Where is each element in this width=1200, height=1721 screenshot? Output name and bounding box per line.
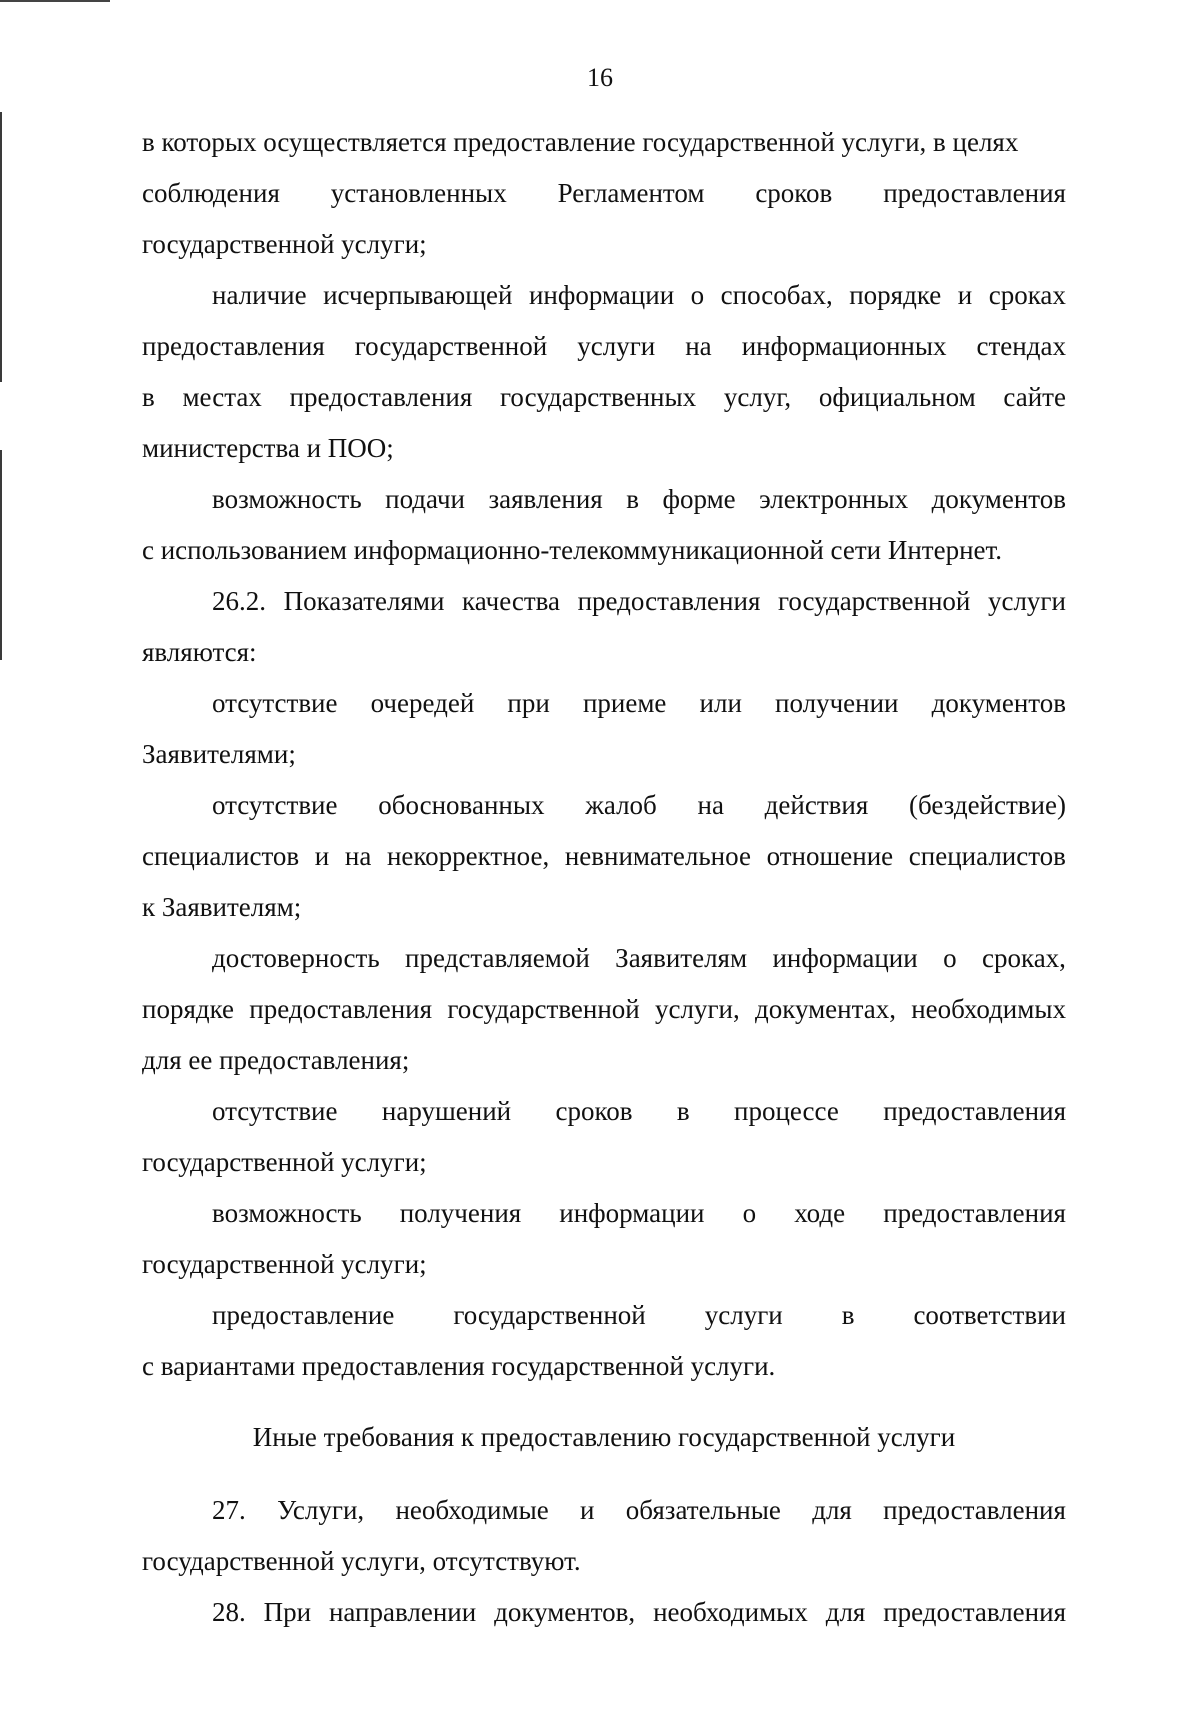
paragraph xyxy=(142,1290,1066,1392)
word: специалистов xyxy=(142,841,300,871)
text-line-justified xyxy=(142,984,1066,1035)
word: приеме xyxy=(582,688,667,718)
word: государственной xyxy=(777,586,971,616)
word: обоснованных xyxy=(378,790,545,820)
word: на xyxy=(685,331,712,361)
word: информации xyxy=(528,280,675,310)
word: о xyxy=(690,280,705,310)
word: 27. xyxy=(212,1495,246,1525)
word: форме xyxy=(662,484,736,514)
word: При xyxy=(263,1597,312,1627)
text-line: к Заявителям; xyxy=(142,892,302,922)
word: и xyxy=(957,280,973,310)
text-line: Заявителями; xyxy=(142,739,296,769)
word: на xyxy=(697,790,724,820)
text-line-justified xyxy=(142,1086,1066,1137)
word: предоставления xyxy=(883,1198,1066,1228)
word: государственной xyxy=(447,994,640,1024)
text-line-justified xyxy=(142,1485,1066,1536)
text-line: государственной услуги, отсутствуют. xyxy=(142,1546,581,1576)
word: представляемой xyxy=(405,943,590,973)
text-line-justified xyxy=(142,270,1066,321)
word: предоставление xyxy=(212,1300,395,1330)
word: ходе xyxy=(794,1198,846,1228)
text-line: государственной услуги; xyxy=(142,1249,427,1279)
word: предоставления xyxy=(289,382,473,412)
word: необходимых xyxy=(653,1597,808,1627)
word: подачи xyxy=(385,484,465,514)
word: специалистов xyxy=(908,841,1066,871)
word: получении xyxy=(775,688,899,718)
word: предоставления xyxy=(577,586,761,616)
text-line: для ее предоставления; xyxy=(142,1045,410,1075)
text-line-justified xyxy=(142,1188,1066,1239)
word: Заявителям xyxy=(615,943,748,973)
word: 28. xyxy=(212,1597,246,1627)
word: получения xyxy=(399,1198,522,1228)
word: услуги xyxy=(704,1300,783,1330)
word: предоставления xyxy=(142,331,325,361)
word: документов, xyxy=(494,1597,636,1627)
paragraph xyxy=(142,117,1066,270)
word: процессе xyxy=(734,1096,839,1126)
word: Регламентом xyxy=(557,178,705,208)
word: документов xyxy=(931,688,1066,718)
word: необходимые xyxy=(395,1495,549,1525)
text-line-justified xyxy=(142,1587,1066,1638)
word: предоставления xyxy=(883,1096,1066,1126)
word: для xyxy=(825,1597,866,1627)
paragraph xyxy=(142,474,1066,576)
word: услуги, xyxy=(655,994,740,1024)
word: наличие xyxy=(212,280,307,310)
word: предоставления xyxy=(249,994,433,1024)
scan-artifact-left-edge xyxy=(0,450,2,660)
paragraph xyxy=(142,1587,1066,1638)
word: предоставления xyxy=(883,1495,1066,1525)
word: возможность xyxy=(212,1198,362,1228)
word: Услуги, xyxy=(277,1495,365,1525)
word: достоверность xyxy=(212,943,380,973)
paragraph xyxy=(142,1188,1066,1290)
word: местах xyxy=(182,382,262,412)
text-line: министерства и ПОО; xyxy=(142,433,394,463)
word: в xyxy=(626,484,639,514)
word: в xyxy=(676,1096,690,1126)
word: сроков xyxy=(555,1096,633,1126)
text-line-justified xyxy=(142,831,1066,882)
text-line-justified xyxy=(142,1290,1066,1341)
word: (бездействие) xyxy=(908,790,1066,820)
word: официальном xyxy=(818,382,976,412)
text-line-justified xyxy=(142,474,1066,525)
word: обязательные xyxy=(625,1495,781,1525)
word: государственной xyxy=(453,1300,646,1330)
word: сайте xyxy=(1003,382,1066,412)
word: качества xyxy=(462,586,561,616)
word: государственных xyxy=(500,382,697,412)
word: порядке xyxy=(142,994,235,1024)
word: заявления xyxy=(488,484,603,514)
word: возможность xyxy=(212,484,362,514)
text-line: с вариантами предоставления государственной услуги. xyxy=(142,1351,776,1381)
word: отсутствие xyxy=(212,688,338,718)
text-line: государственной услуги; xyxy=(142,229,427,259)
text-line-justified xyxy=(142,168,1066,219)
word: услуги xyxy=(987,586,1066,616)
word: информационных xyxy=(741,331,947,361)
scan-artifact-top xyxy=(0,0,110,2)
text-line: с использованием информационно-телекоммуникационной сети Интернет. xyxy=(142,535,1003,565)
word: государственной xyxy=(354,331,548,361)
word: информации xyxy=(559,1198,705,1228)
document-body xyxy=(142,117,1066,1638)
paragraph xyxy=(142,576,1066,678)
paragraph xyxy=(142,780,1066,933)
word: исчерпывающей xyxy=(323,280,513,310)
word: услуги xyxy=(577,331,656,361)
word: информации xyxy=(772,943,918,973)
word: соблюдения xyxy=(142,178,280,208)
word: Показателями xyxy=(283,586,445,616)
paragraph xyxy=(142,270,1066,474)
word: соответствии xyxy=(913,1300,1066,1330)
word: при xyxy=(507,688,550,718)
section-heading: Иные требования к предоставлению государственной услуги xyxy=(252,1422,956,1452)
word: невнимательное xyxy=(564,841,751,871)
word: о xyxy=(742,1198,757,1228)
word: порядке xyxy=(849,280,942,310)
word: о xyxy=(943,943,957,973)
text-line-justified xyxy=(142,780,1066,831)
word: стендах xyxy=(976,331,1066,361)
word: некорректное, xyxy=(386,841,550,871)
word: электронных xyxy=(759,484,909,514)
word: предоставления xyxy=(883,178,1066,208)
word: отсутствие xyxy=(212,790,338,820)
paragraph xyxy=(142,1086,1066,1188)
paragraph xyxy=(142,678,1066,780)
scan-artifact-left-edge xyxy=(0,112,2,382)
word: жалоб xyxy=(585,790,657,820)
page-number: 16 xyxy=(587,63,613,92)
text-line-justified xyxy=(142,576,1066,627)
word: сроков xyxy=(755,178,833,208)
word: услуг, xyxy=(723,382,792,412)
word: способах, xyxy=(720,280,833,310)
word: отношение xyxy=(766,841,894,871)
text-line: государственной услуги; xyxy=(142,1147,427,1177)
text-line-justified xyxy=(142,321,1066,372)
word: сроках, xyxy=(982,943,1066,973)
text-line: в которых осуществляется предоставление государственной услуги, в целях xyxy=(142,127,1019,157)
text-line-justified xyxy=(142,933,1066,984)
word: нарушений xyxy=(381,1096,512,1126)
word: в xyxy=(142,382,155,412)
text-line: являются: xyxy=(142,637,257,667)
text-line-justified xyxy=(142,678,1066,729)
word: документах, xyxy=(754,994,896,1024)
text-line-justified xyxy=(142,372,1066,423)
word: действия xyxy=(764,790,869,820)
word: направлении xyxy=(328,1597,477,1627)
word: в xyxy=(841,1300,855,1330)
word: отсутствие xyxy=(212,1096,338,1126)
word: предоставления xyxy=(883,1597,1066,1627)
word: очередей xyxy=(370,688,475,718)
word: установленных xyxy=(330,178,507,208)
word: и xyxy=(314,841,330,871)
paragraph xyxy=(142,933,1066,1086)
word: или xyxy=(699,688,742,718)
word: необходимых xyxy=(911,994,1066,1024)
word: сроках xyxy=(988,280,1066,310)
word: на xyxy=(344,841,372,871)
word: для xyxy=(812,1495,852,1525)
word: 26.2. xyxy=(212,586,266,616)
word: документов xyxy=(931,484,1066,514)
word: и xyxy=(580,1495,595,1525)
paragraph xyxy=(142,1485,1066,1587)
